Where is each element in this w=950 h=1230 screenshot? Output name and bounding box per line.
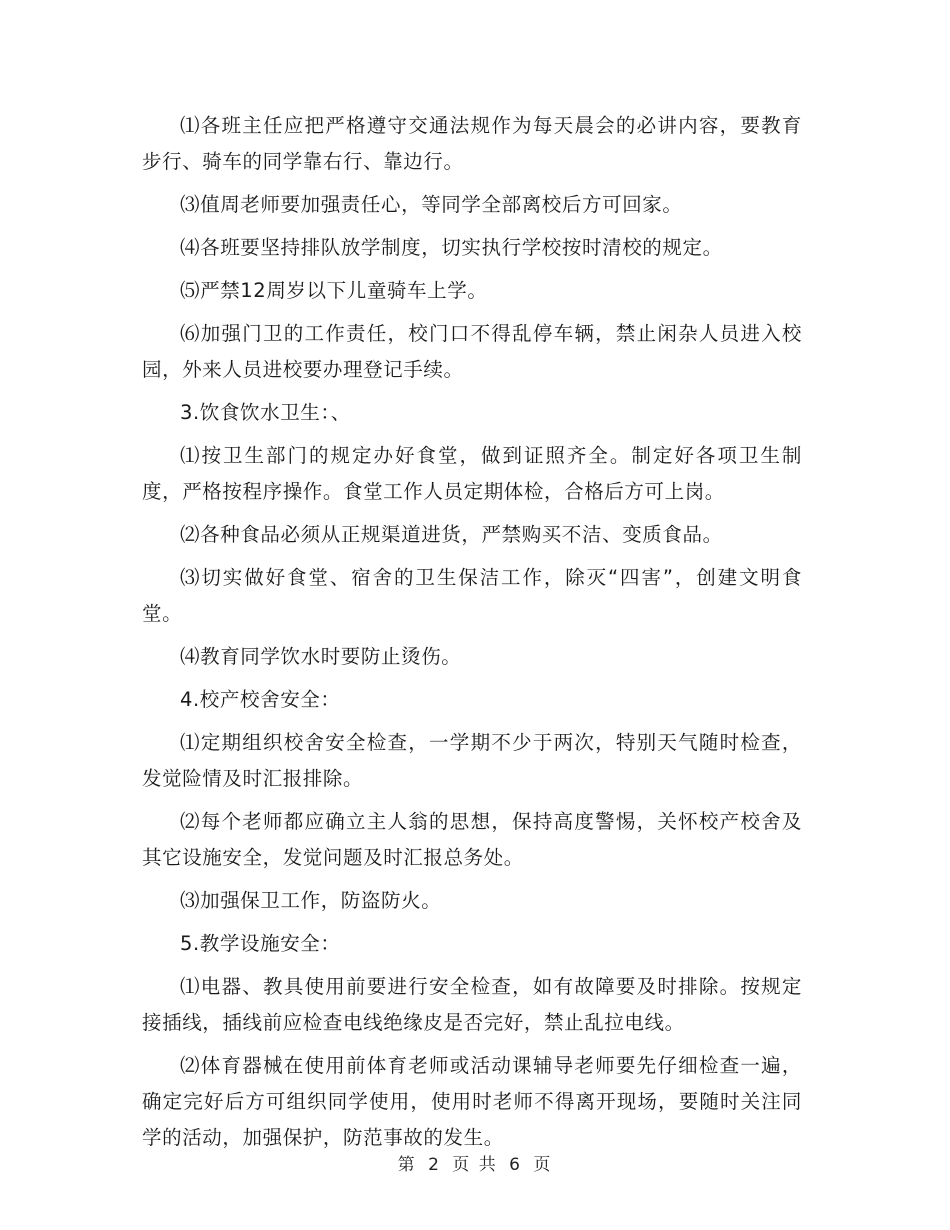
paragraph: ⑸严禁12周岁以下儿童骑车上学。 [180,279,488,302]
paragraph: ⑹加强门卫的工作责任，校门口不得乱停车辆，禁止闲杂人员进入校园，外来人员进校要办理登记手续。 [142,322,802,381]
paragraph: ⑴电器、教具使用前要进行安全检查，如有故障要及时排除。按规定接插线，插线前应检查电线绝缘皮是否完好，禁止乱拉电线。 [142,975,802,1034]
paragraph: ⑶值周老师要加强责任心，等同学全部离校后方可回家。 [180,193,683,216]
current-page-number: 2 [428,1155,441,1175]
section-heading: 5.教学设施安全： [180,932,341,955]
footer-suffix: 页 [533,1155,553,1175]
paragraph: ⑴按卫生部门的规定办好食堂，做到证照齐全。制定好各项卫生制度，严格按程序操作。食堂工作人员定期体检，合格后方可上岗。 [142,444,802,503]
paragraph: ⑵体育器械在使用前体育老师或活动课辅导老师要先仔细检查一遍，确定完好后方可组织同学使用，使用时老师不得离开现场，要随时关注同学的活动，加强保护，防范事故的发生。 [142,1054,802,1149]
page-footer [0,1150,950,1175]
footer-prefix: 第 [397,1155,417,1175]
total-page-number: 6 [509,1155,522,1175]
section-heading: 3.饮食饮水卫生：、 [180,401,351,424]
paragraph: ⑷教育同学饮水时要防止烫伤。 [180,645,462,668]
paragraph: ⑴各班主任应把严格遵守交通法规作为每天晨会的必讲内容，要教育步行、骑车的同学靠右行、靠边行。 [142,114,802,173]
footer-middle: 页 共 [452,1155,498,1175]
paragraph: ⑷各班要坚持排队放学制度，切实执行学校按时清校的规定。 [180,236,723,259]
paragraph: ⑶加强保卫工作，防盗防火。 [180,889,442,912]
paragraph: ⑵各种食品必须从正规渠道进货，严禁购买不洁、变质食品。 [180,523,723,546]
paragraph: ⑵每个老师都应确立主人翁的思想，保持高度警惕，关怀校产校舍及其它设施安全，发觉问题及时汇报总务处。 [142,810,802,869]
section-heading: 4.校产校舍安全： [180,688,341,711]
paragraph: ⑴定期组织校舍安全检查，一学期不少于两次，特别天气随时检查，发觉险情及时汇报排除。 [142,731,802,790]
paragraph: ⑶切实做好食堂、宿舍的卫生保洁工作，除灭“四害”，创建文明食堂。 [142,566,802,625]
document-body [142,108,802,1163]
